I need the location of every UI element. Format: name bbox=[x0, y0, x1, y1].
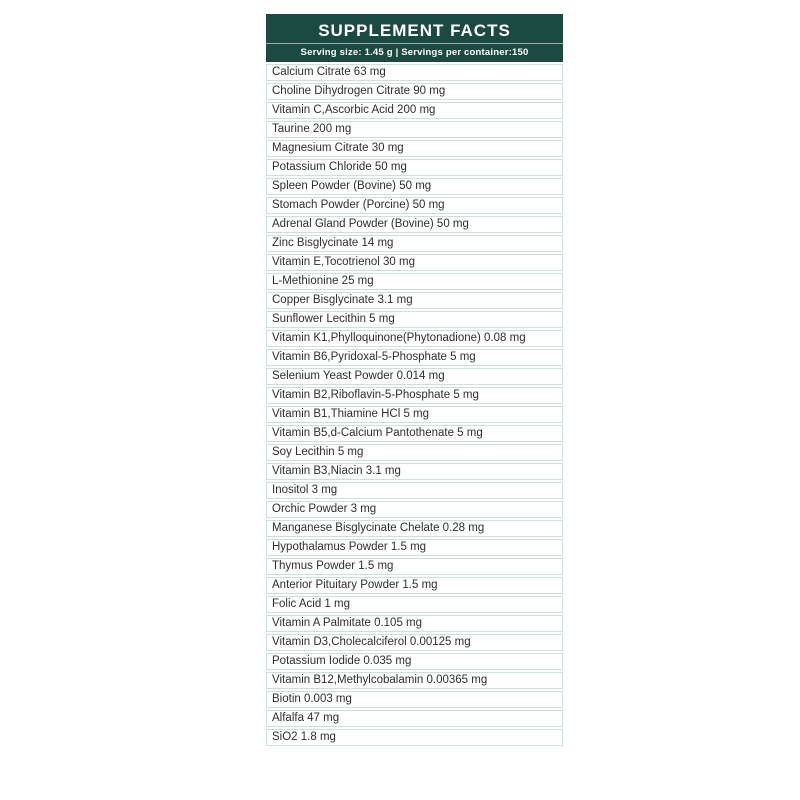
ingredient-row: Vitamin D3,Cholecalciferol 0.00125 mg bbox=[266, 634, 563, 651]
ingredient-row: Vitamin E,Tocotrienol 30 mg bbox=[266, 254, 563, 271]
ingredient-row: Vitamin A Palmitate 0.105 mg bbox=[266, 615, 563, 632]
ingredient-row: Orchic Powder 3 mg bbox=[266, 501, 563, 518]
ingredient-row: Calcium Citrate 63 mg bbox=[266, 64, 563, 81]
ingredient-row: Vitamin B6,Pyridoxal-5-Phosphate 5 mg bbox=[266, 349, 563, 366]
ingredient-list bbox=[266, 64, 563, 746]
ingredient-row: Hypothalamus Powder 1.5 mg bbox=[266, 539, 563, 556]
ingredient-row: Thymus Powder 1.5 mg bbox=[266, 558, 563, 575]
ingredient-row: Sunflower Lecithin 5 mg bbox=[266, 311, 563, 328]
ingredient-row: Vitamin B2,Riboflavin-5-Phosphate 5 mg bbox=[266, 387, 563, 404]
ingredient-row: Inositol 3 mg bbox=[266, 482, 563, 499]
supplement-facts-label bbox=[266, 14, 563, 748]
ingredient-row: Adrenal Gland Powder (Bovine) 50 mg bbox=[266, 216, 563, 233]
ingredient-row: Soy Lecithin 5 mg bbox=[266, 444, 563, 461]
label-header bbox=[266, 14, 563, 62]
ingredient-row: Vitamin B5,d-Calcium Pantothenate 5 mg bbox=[266, 425, 563, 442]
ingredient-row: Vitamin K1,Phylloquinone(Phytonadione) 0.08 mg bbox=[266, 330, 563, 347]
ingredient-row: Manganese Bisglycinate Chelate 0.28 mg bbox=[266, 520, 563, 537]
ingredient-row: Vitamin B1,Thiamine HCl 5 mg bbox=[266, 406, 563, 423]
ingredient-row: Anterior Pituitary Powder 1.5 mg bbox=[266, 577, 563, 594]
ingredient-row: Potassium Chloride 50 mg bbox=[266, 159, 563, 176]
ingredient-row: Vitamin B3,Niacin 3.1 mg bbox=[266, 463, 563, 480]
ingredient-row: Vitamin C,Ascorbic Acid 200 mg bbox=[266, 102, 563, 119]
ingredient-row: Biotin 0.003 mg bbox=[266, 691, 563, 708]
label-title: SUPPLEMENT FACTS bbox=[318, 21, 511, 40]
ingredient-row: Vitamin B12,Methylcobalamin 0.00365 mg bbox=[266, 672, 563, 689]
ingredient-row: Copper Bisglycinate 3.1 mg bbox=[266, 292, 563, 309]
ingredient-row: Stomach Powder (Porcine) 50 mg bbox=[266, 197, 563, 214]
ingredient-row: Magnesium Citrate 30 mg bbox=[266, 140, 563, 157]
ingredient-row: Selenium Yeast Powder 0.014 mg bbox=[266, 368, 563, 385]
ingredient-row: SiO2 1.8 mg bbox=[266, 729, 563, 746]
serving-info: Serving size: 1.45 g | Servings per container:150 bbox=[300, 47, 529, 58]
ingredient-row: Zinc Bisglycinate 14 mg bbox=[266, 235, 563, 252]
ingredient-row: Spleen Powder (Bovine) 50 mg bbox=[266, 178, 563, 195]
ingredient-row: Choline Dihydrogen Citrate 90 mg bbox=[266, 83, 563, 100]
ingredient-row: Alfalfa 47 mg bbox=[266, 710, 563, 727]
ingredient-row: L-Methionine 25 mg bbox=[266, 273, 563, 290]
ingredient-row: Potassium Iodide 0.035 mg bbox=[266, 653, 563, 670]
ingredient-row: Taurine 200 mg bbox=[266, 121, 563, 138]
ingredient-row: Folic Acid 1 mg bbox=[266, 596, 563, 613]
